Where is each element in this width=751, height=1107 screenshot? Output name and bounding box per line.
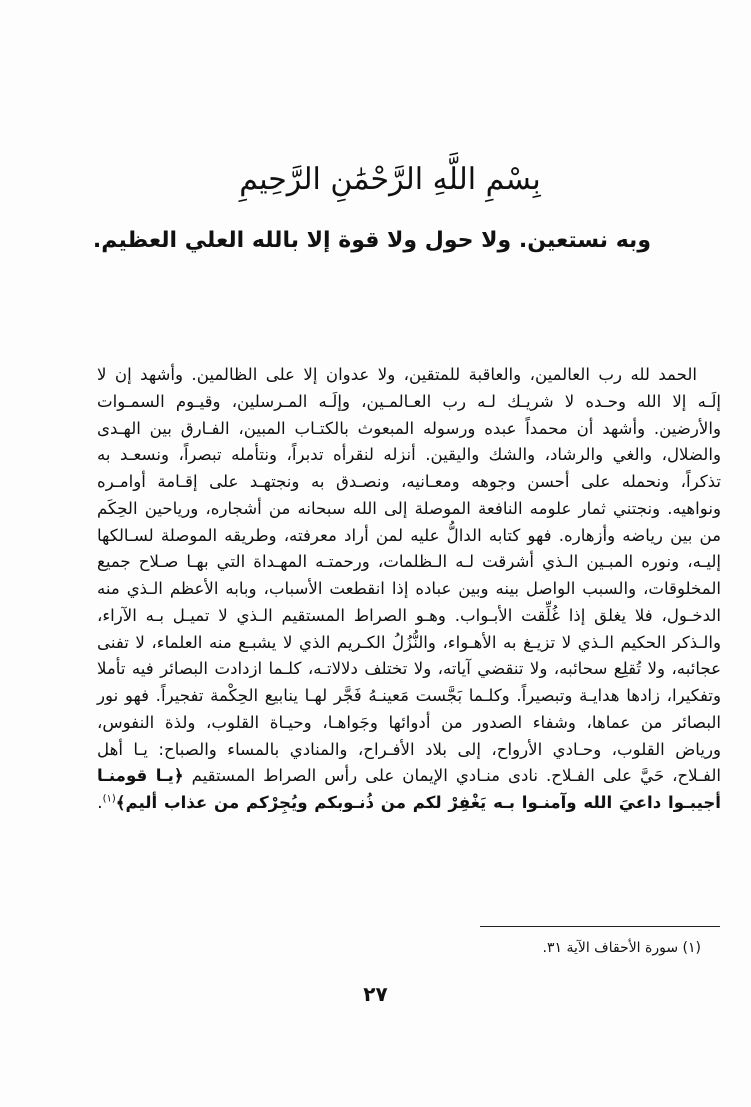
basmala-text: بِسْمِ اللَّهِ الرَّحْمَٰنِ الرَّحِيمِ	[239, 162, 541, 197]
footnote: (١) سورة الأحقاف الآية ٣١.	[542, 940, 701, 956]
basmala-calligraphy	[180, 150, 600, 210]
page-number: ٢٧	[363, 982, 388, 1006]
quran-verse: ﴿يـا قومنـا أجيبـوا داعيَ الله وآمنـوا بـه يَغْفِرْ لكم من ذُنـوبكم ويُجِرْكم من عذاب أليم﴾	[97, 766, 721, 812]
main-paragraph	[97, 362, 721, 817]
footnote-divider	[480, 926, 720, 927]
footnote-reference[interactable]: (١)	[102, 793, 116, 805]
paragraph-text	[97, 362, 721, 817]
paragraph-prose: الحمد لله رب العالمين، والعاقبة للمتقين، ولا عدوان إلا على الظالمين. وأشهد إن لا إلَـه إلا الله وحـده لا شريـك لـه رب العـالمـين، وإلَـه المـرسلين، وقيـوم السمـوات والأرضين. وأشهد أن محمداً عبده ورسوله المبعوث بالكتـاب المبين، الفـارق بين الهـدى والضلال، والغي والرشاد، والشك واليقين. أنزله لنقرأه تدبراً، ونتأمله تبصراً، ونسعـد به تذكراً، ونحمله على أحسن وجوهه ومعـانيه، ونصـدق به ونجتهـد على إقـامة أوامـره ونواهيه. ونجتني ثمار علومه النافعة الموصلة إلى الله سبحانه من أشجاره، ورياحين الحِكَم من بين رياضه وأزهاره. فهو كتابه الدالُّ عليه لمن أراد معرفته، وطريقه الموصلة لسـالكها إليـه، ونوره المبـين الـذي أشرقت لـه الـظلمات، ورحمتـه المهـداة التي بهـا صـلاح جميع المخلوقات، والسبب الواصل بينه وبين عباده إذا انقطعت الأسباب، وبابه الأعظم الـذي منه الدخـول، فلا يغلق إذا غُلِّقت الأبـواب. وهـو الصراط المستقيم الـذي لا تميـل بـه الآراء، والـذكر الحكيم الـذي لا تزيـغ به الأهـواء، والنُّزُلُ الكـريم الذي لا يشبـع منه العلماء، لا تفنى عجائبه، ولا تُقلِع سحائبه، ولا تنقضي آياته، ولا تختلف دلالاتـه، كلـما ازدادت البصائر فيه تأملا وتفكيرا، زادها هدايـة وتبصيراً. وكلـما بَجَّست مَعينـهُ فَجَّر لهـا ينابيع الحِكْمة تفجيراً. فهو نور البصائر من عماها، وشفاء الصدور من أدوائها وجَواهـا، وحيـاة القلوب، ولذة النفوس، ورياض القلوب، وحـادي الأرواح، إلى بلاد الأفـراح، والمنادي بالمساء والصباح: يـا أهل الفـلاح، حَيَّ على الفـلاح. نادى منـادي الإيمان على رأس الصراط المستقيم	[97, 365, 722, 786]
paragraph-end: .	[97, 793, 103, 812]
opening-line: وبه نستعين. ولا حول ولا قوة إلا بالله العلي العظيم.	[92, 228, 651, 253]
